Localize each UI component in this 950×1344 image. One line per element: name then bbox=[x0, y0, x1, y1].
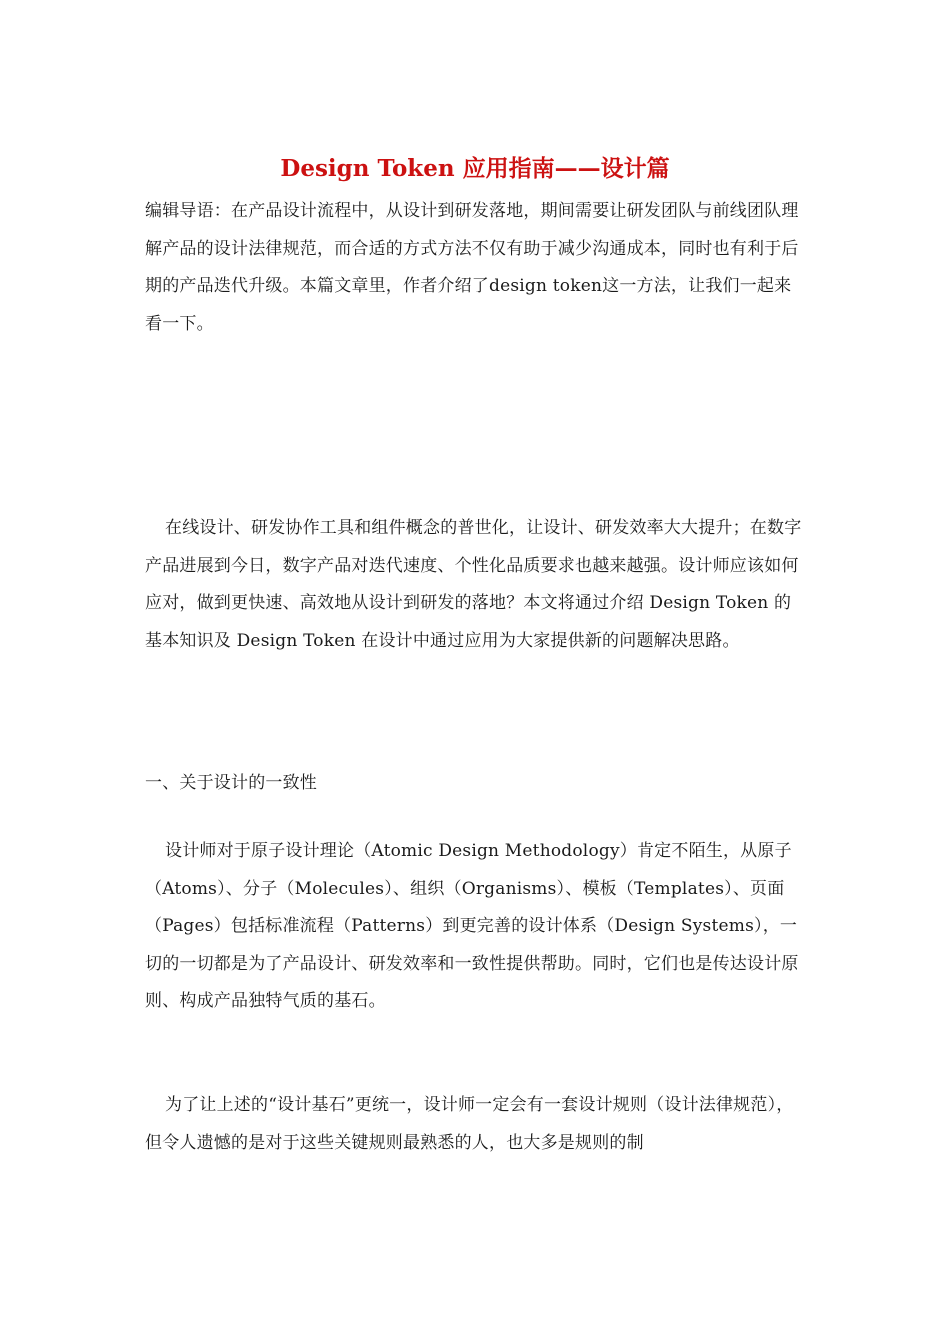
editor-intro: 编辑导语：在产品设计流程中，从设计到研发落地，期间需要让研发团队与前线团队理解产品的设计法律规范，而合适的方式方法不仅有助于减少沟通成本，同时也有利于后期的产品迭代升级。本篇文章里，作者介绍了design token这一方法，让我们一起来看一下。 bbox=[145, 201, 799, 334]
body-paragraph-2: 设计师对于原子设计理论（Atomic Design Methodology）肯定不陌生，从原子（Atoms）、分子（Molecules）、组织（Organisms）、模板（Templates）、页面（Pages）包括标准流程（Patterns）到更完善的设计体系（Design Systems），一切的一切都是为了产品设计、研发效率和一致性提供帮助。同时，它们也是传达设计原则、构成产品独特气质的基石。 bbox=[145, 841, 799, 1011]
document-title: Design Token 应用指南——设计篇 bbox=[280, 155, 670, 182]
body-paragraph-1: 在线设计、研发协作工具和组件概念的普世化，让设计、研发效率大大提升；在数字产品进展到今日，数字产品对迭代速度、个性化品质要求也越来越强。设计师应该如何应对，做到更快速、高效地从设计到研发的落地？本文将通过介绍 Design Token 的基本知识及 Design Token 在设计中通过应用为大家提供新的问题解决思路。 bbox=[145, 518, 802, 651]
section-heading: 一、关于设计的一致性 bbox=[145, 773, 317, 793]
body-paragraph-3: 为了让上述的“设计基石”更统一，设计师一定会有一套设计规则（设计法律规范），但令人遗憾的是对于这些关键规则最熟悉的人，也大多是规则的制 bbox=[145, 1095, 794, 1153]
